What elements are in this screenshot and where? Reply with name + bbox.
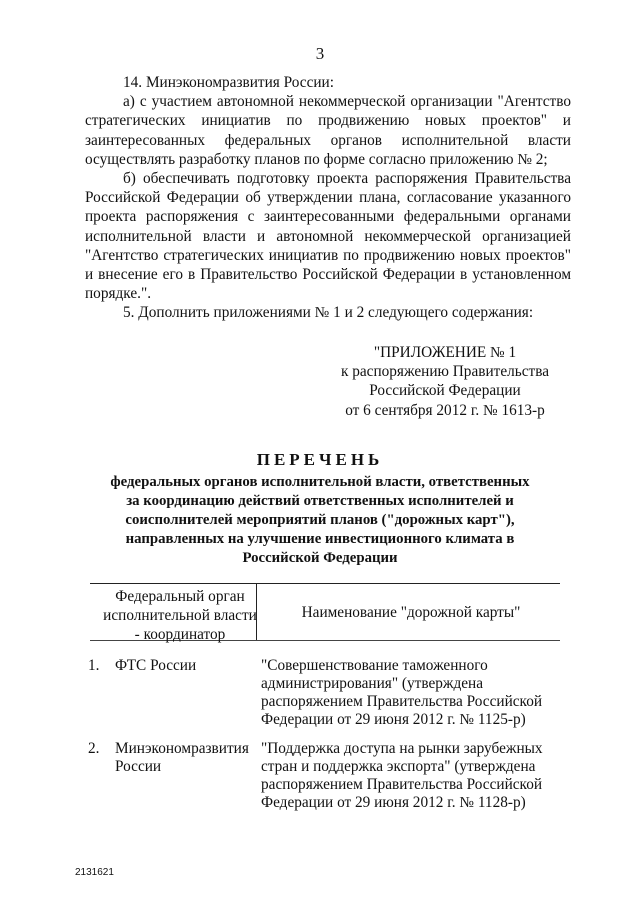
annex-line-3: Российской Федерации xyxy=(369,382,521,400)
paragraph-14: 14. Минэкономразвития России: xyxy=(123,74,334,91)
annex-line-2: к распоряжению Правительства xyxy=(340,363,550,381)
row-roadmap: "Совершенствование таможенного администрирования" (утверждена распоряжением Правительства Российской Федерации от 29 июня 2012 г. № 1125-р) xyxy=(261,657,543,728)
row-number: 1. xyxy=(88,657,100,674)
body-text xyxy=(85,73,571,323)
table-top-rule xyxy=(90,583,560,584)
row-coordinator: Минэкономразвития России xyxy=(115,740,249,775)
row-roadmap: "Поддержка доступа на рынки зарубежных стран и поддержка экспорта" (утверждена распоряжением Правительства Российской Федерации от 29 июня 2012 г. № 1128-р) xyxy=(261,740,543,811)
table-header-roadmap: Наименование "дорожной карты" xyxy=(301,604,521,621)
row-coordinator: ФТС России xyxy=(115,657,197,674)
annex-line-4: от 6 сентября 2012 г. № 1613-р xyxy=(345,401,545,419)
table-header-coordinator: Федеральный орган исполнительной власти - координатор xyxy=(103,588,257,643)
paragraph-14a: а) с участием автономной некоммерческой организации "Агентство стратегических инициатив по продвижению новых проектов" и заинтересованных федеральных органов исполнительной власти осуществлять разработку планов по форме согласно приложению № 2; xyxy=(85,93,571,168)
list-title: ПЕРЕЧЕНЬ xyxy=(256,450,384,469)
page-number: 3 xyxy=(315,44,325,63)
document-code: 2131621 xyxy=(75,867,114,878)
paragraph-5: 5. Дополнить приложениями № 1 и 2 следующего содержания: xyxy=(123,304,534,322)
row-number: 2. xyxy=(88,740,100,757)
annex-line-1: "ПРИЛОЖЕНИЕ № 1 xyxy=(373,344,517,361)
paragraph-14b: б) обеспечивать подготовку проекта распоряжения Правительства Российской Федерации об утверждении плана, согласование указанного проекта распоряжения с заинтересованными федеральными органами исполнительной власти и автономной некоммерческой организацией "Агентство стратегических инициатив по продвижению новых проектов" и внесение его в Правительство Российской Федерации в установленном порядке.". xyxy=(85,170,571,303)
list-subtitle: федеральных органов исполнительной власти, ответственных за координацию действий ответственных исполнителей и соисполнителей мероприятий планов ("дорожных карт"), направленных на улучшение инвестиционного климата в Российской Федерации xyxy=(110,474,530,566)
annex-header xyxy=(330,343,560,420)
